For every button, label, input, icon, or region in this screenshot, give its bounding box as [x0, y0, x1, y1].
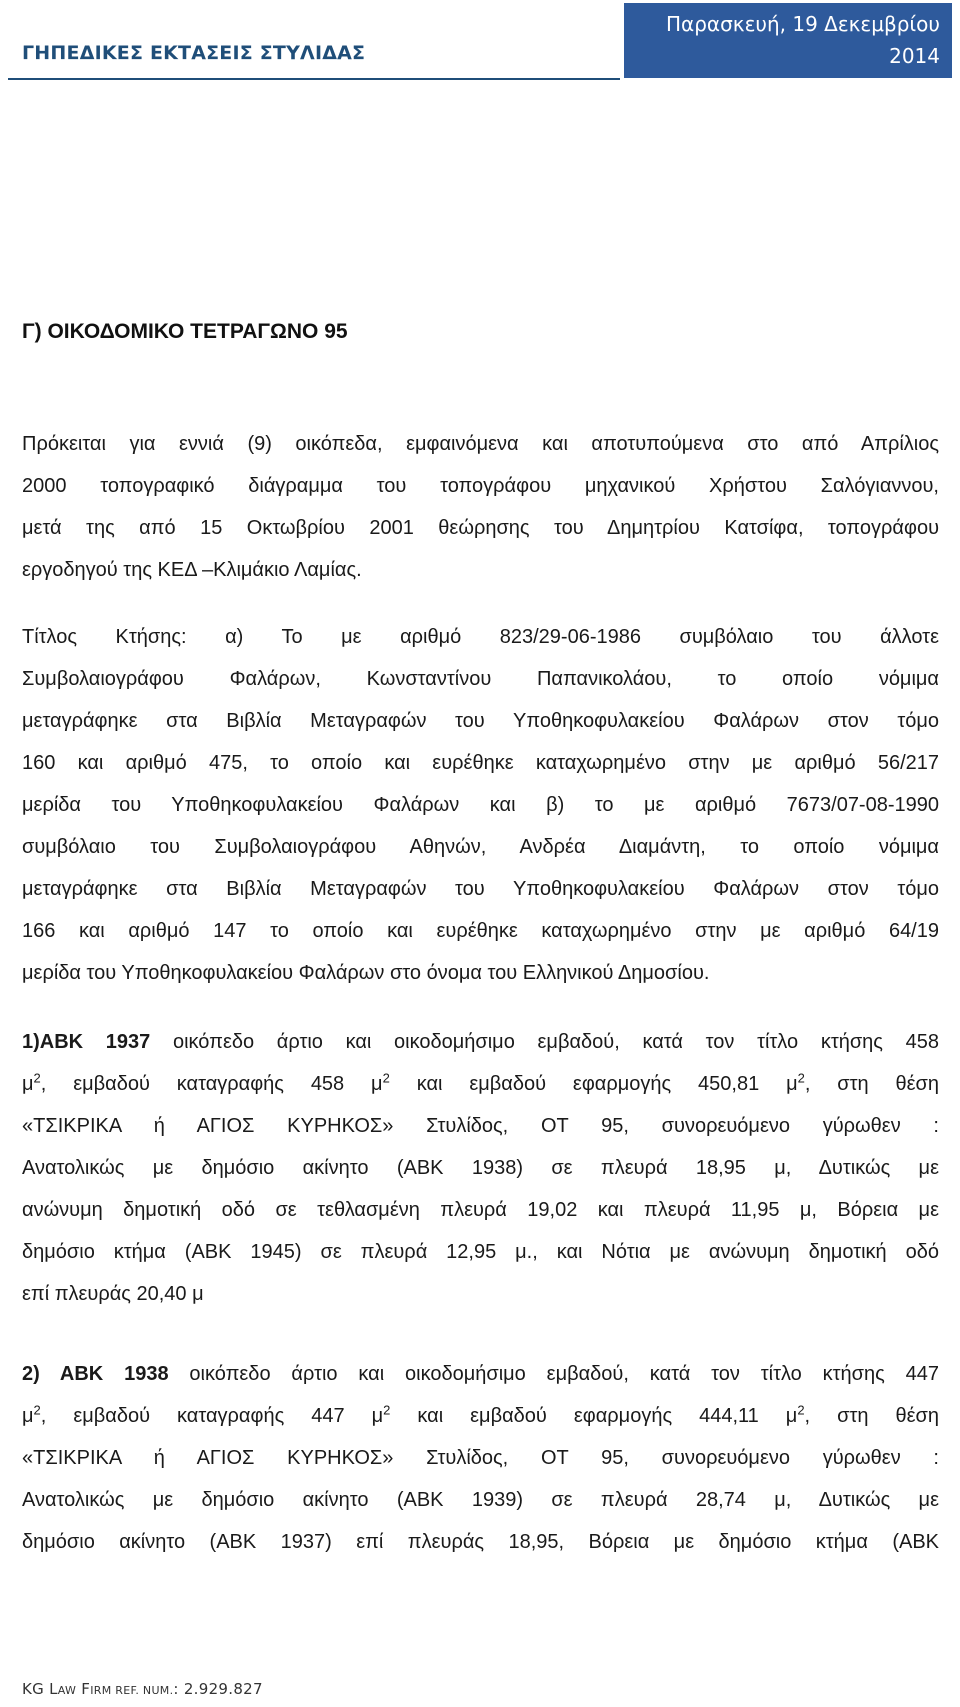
parcel-text: , εμβαδού καταγραφής 447 μ [40, 1405, 384, 1427]
parcel-text: οικόπεδο άρτιο και οικοδομήσιμο εμβαδού, κατά τον τίτλο κτήσης 447 [168, 1363, 939, 1385]
parcel-line: επί πλευράς 20,40 μ [22, 1283, 204, 1305]
parcel-text: , εμβαδού καταγραφής 458 μ [40, 1073, 383, 1095]
parcel-line: Ανατολικώς με δημόσιο ακίνητο (ΑΒΚ 1938) σε πλευρά 18,95 μ, Δυτικώς με [22, 1157, 939, 1179]
parcel-text: μ [22, 1405, 34, 1427]
parcel-text: , στη θέση [804, 1405, 939, 1427]
parcel-line: ανώνυμη δημοτική οδό σε τεθλασμένη πλευρά 19,02 και πλευρά 11,95 μ, Βόρεια με [22, 1199, 939, 1221]
parcel-abk-1938-paragraph [22, 1353, 939, 1563]
intro-line: μετά της από 15 Οκτωβρίου 2001 θεώρησης του Δημητρίου Κατσίφα, τοπογράφου [22, 517, 939, 539]
parcel-line: δημόσιο κτήμα (ΑΒΚ 1945) σε πλευρά 12,95 μ., και Νότια με ανώνυμη δημοτική οδό [22, 1241, 939, 1263]
parcel-line: δημόσιο ακίνητο (ΑΒΚ 1937) επί πλευράς 18,95, Βόρεια με δημόσιο κτήμα (ΑΒΚ [22, 1531, 939, 1553]
header-date-box [624, 3, 952, 78]
title-deed-line: Τίτλος Κτήσης: α) Το με αριθμό 823/29-06-1986 συμβόλαιο του άλλοτε [22, 626, 939, 648]
page-footer [22, 1680, 263, 1698]
parcel-line [22, 1063, 939, 1105]
footer-text: KG L [22, 1680, 58, 1698]
title-deed-paragraph [22, 616, 939, 994]
parcel-line [22, 1395, 939, 1437]
header-title: ΓΗΠΕΔΙΚΕΣ ΕΚΤΑΣΕΙΣ ΣΤΥΛΙΔΑΣ [22, 42, 366, 64]
superscript: 2 [797, 1402, 805, 1418]
parcel-label: 1)ΑΒΚ 1937 [22, 1031, 151, 1053]
footer-text: : 2.929.827 [173, 1680, 263, 1698]
section-heading: Γ) ΟΙΚΟΔΟΜΙΚΟ ΤΕΤΡΑΓΩΝΟ 95 [22, 320, 348, 343]
parcel-line: «ΤΣΙΚΡΙΚΑ ή ΑΓΙΟΣ ΚΥΡΗΚΟΣ» Στυλίδος, ΟΤ 95, συνορευόμενο γύρωθεν : [22, 1115, 939, 1137]
parcel-text: , στη θέση [804, 1073, 940, 1095]
page-header [8, 0, 620, 80]
footer-text: AW [57, 1684, 77, 1697]
parcel-line [22, 1021, 939, 1063]
parcel-line [22, 1353, 939, 1395]
superscript: 2 [33, 1402, 41, 1418]
parcel-text: και εμβαδού εφαρμογής 444,11 μ [390, 1405, 798, 1427]
header-date-line1: Παρασκευή, 19 Δεκεμβρίου [666, 12, 940, 36]
intro-line: εργοδηγού της ΚΕΔ –Κλιμάκιο Λαμίας. [22, 559, 362, 581]
title-deed-line: Συμβολαιογράφου Φαλάρων, Κωνσταντίνου Παπανικολάου, το οποίο νόμιμα [22, 668, 939, 690]
superscript: 2 [382, 1070, 390, 1086]
title-deed-line: 160 και αριθμό 475, το οποίο και ευρέθηκε καταχωρημένο στην με αριθμό 56/217 [22, 752, 939, 774]
superscript: 2 [33, 1070, 41, 1086]
footer-text: IRM REF. NUM. [90, 1684, 174, 1697]
parcel-label: 2) ΑΒΚ 1938 [22, 1363, 169, 1385]
superscript: 2 [797, 1070, 805, 1086]
title-deed-line: μερίδα του Υποθηκοφυλακείου Φαλάρων στο όνομα του Ελληνικού Δημοσίου. [22, 962, 710, 984]
intro-paragraph [22, 423, 939, 591]
parcel-text: οικόπεδο άρτιο και οικοδομήσιμο εμβαδού, κατά τον τίτλο κτήσης 458 [150, 1031, 939, 1053]
title-deed-line: συμβόλαιο του Συμβολαιογράφου Αθηνών, Ανδρέα Διαμάντη, το οποίο νόμιμα [22, 836, 939, 858]
header-date-line2: 2014 [889, 44, 940, 68]
title-deed-line: μερίδα του Υποθηκοφυλακείου Φαλάρων και β) το με αριθμό 7673/07-08-1990 [22, 794, 939, 816]
title-deed-line: 166 και αριθμό 147 το οποίο και ευρέθηκε καταχωρημένο στην με αριθμό 64/19 [22, 920, 939, 942]
parcel-abk-1937-paragraph [22, 1021, 939, 1315]
intro-line: 2000 τοπογραφικό διάγραμμα του τοπογράφου μηχανικού Χρήστου Σαλόγιαννου, [22, 475, 939, 497]
title-deed-line: μεταγράφηκε στα Βιβλία Μεταγραφών του Υποθηκοφυλακείου Φαλάρων στον τόμο [22, 878, 939, 900]
parcel-text: μ [22, 1073, 34, 1095]
parcel-line: Ανατολικώς με δημόσιο ακίνητο (ΑΒΚ 1939) σε πλευρά 28,74 μ, Δυτικώς με [22, 1489, 939, 1511]
superscript: 2 [383, 1402, 391, 1418]
parcel-text: και εμβαδού εφαρμογής 450,81 μ [389, 1073, 798, 1095]
intro-line: Πρόκειται για εννιά (9) οικόπεδα, εμφαινόμενα και αποτυπούμενα στο από Απρίλιος [22, 433, 939, 455]
title-deed-line: μεταγράφηκε στα Βιβλία Μεταγραφών του Υποθηκοφυλακείου Φαλάρων στον τόμο [22, 710, 939, 732]
parcel-line: «ΤΣΙΚΡΙΚΑ ή ΑΓΙΟΣ ΚΥΡΗΚΟΣ» Στυλίδος, ΟΤ 95, συνορευόμενο γύρωθεν : [22, 1447, 939, 1469]
footer-text: F [76, 1680, 91, 1698]
